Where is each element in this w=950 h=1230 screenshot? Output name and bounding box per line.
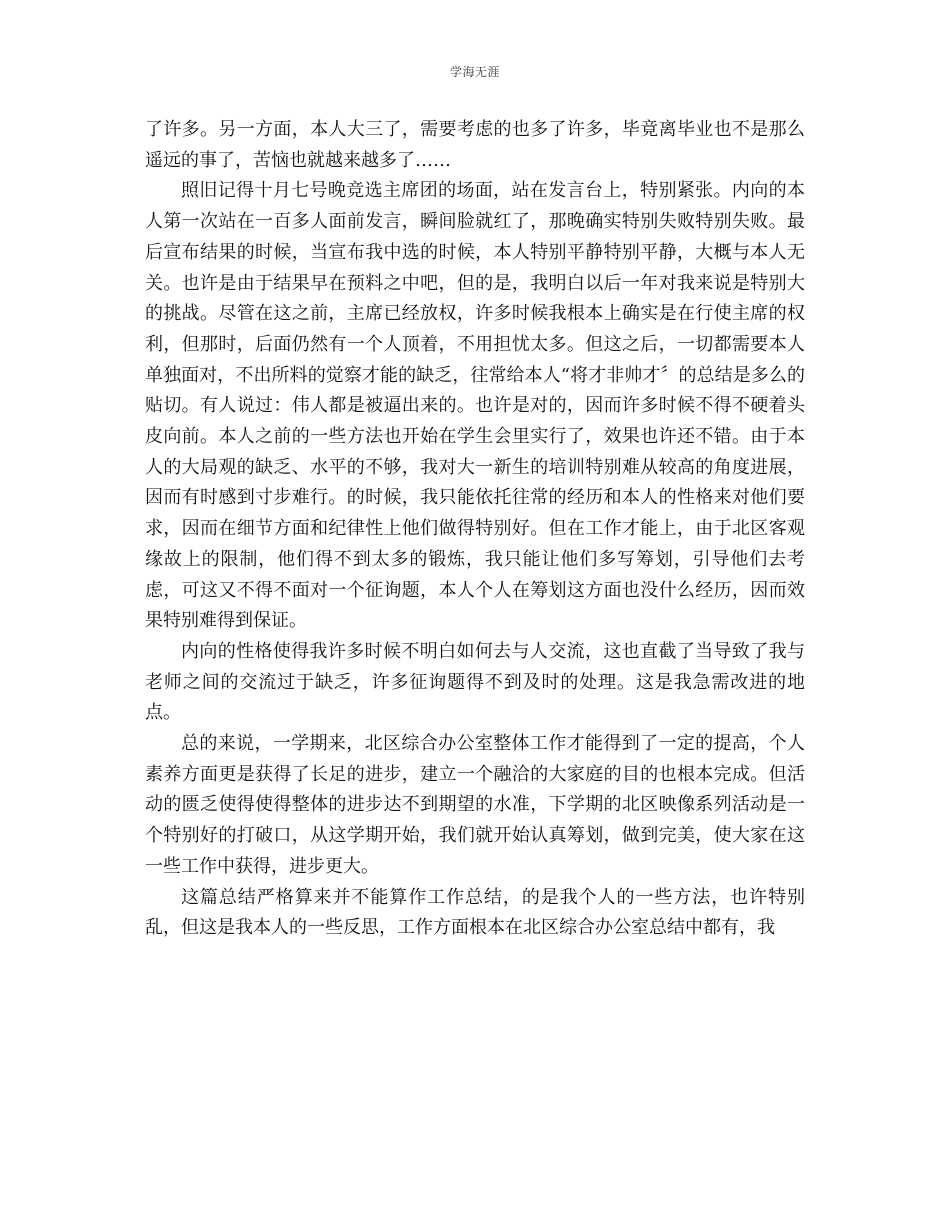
paragraph-reflection: 这篇总结严格算来并不能算作工作总结，的是我个人的一些方法，也许特别乱，但这是我本人的一些反思，工作方面根本在北区综合办公室总结中都有，我	[145, 886, 805, 939]
document-body	[145, 115, 805, 944]
paragraph-election: 照旧记得十月七号晚竞选主席团的场面，站在发言台上，特别紧张。内向的本人第一次站在一百多人面前发言，瞬间脸就红了，那晚确实特别失败特别失败。最后宣布结果的时候，当宣布我中选的时候，本人特别平静特别平静，大概与本人无关。也许是由于结果早在预料之中吧，但的是，我明白以后一年对我来说是特别大的挑战。尽管在这之前，主席已经放权，许多时候我根本上确实是在行使主席的权利，但那时，后面仍然有一个人顶着，不用担忧太多。但这之后，一切都需要本人单独面对，不出所料的觉察才能的缺乏，往常给本人“将才非帅才〞的总结是多么的贴切。有人说过：伟人都是被逼出来的。也许是对的，因而许多时候不得不硬着头皮向前。本人之前的一些方法也开始在学生会里实行了，效果也许还不错。由于本人的大局观的缺乏、水平的不够，我对大一新生的培训特别难从较高的角度进展，因而有时感到寸步难行。的时候，我只能依托往常的经历和本人的性格来对他们要求，因而在细节方面和纪律性上他们做得特别好。但在工作才能上，由于北区客观缘故上的限制，他们得不到太多的锻炼，我只能让他们多写筹划，引导他们去考虑，可这又不得不面对一个征询题，本人个人在筹划这方面也没什么经历，因而效果特别难得到保证。	[145, 180, 805, 632]
paragraph-personality: 内向的性格使得我许多时候不明白如何去与人交流，这也直截了当导致了我与老师之间的交流过于缺乏，许多征询题得不到及时的处理。这是我急需改进的地点。	[145, 640, 805, 724]
paragraph-summary: 总的来说，一学期来，北区综合办公室整体工作才能得到了一定的提高，个人素养方面更是获得了长足的进步，建立一个融洽的大家庭的目的也根本完成。但活动的匮乏使得使得整体的进步达不到期望的水准，下学期的北区映像系列活动是一个特别好的打破口，从这学期开始，我们就开始认真筹划，做到完美，使大家在这一些工作中获得，进步更大。	[145, 733, 805, 877]
page-header: 学海无涯	[449, 65, 500, 79]
paragraph-continuation: 了许多。另一方面，本人大三了，需要考虑的也多了许多，毕竟离毕业也不是那么遥远的事了，苦恼也就越来越多了……	[145, 119, 805, 171]
